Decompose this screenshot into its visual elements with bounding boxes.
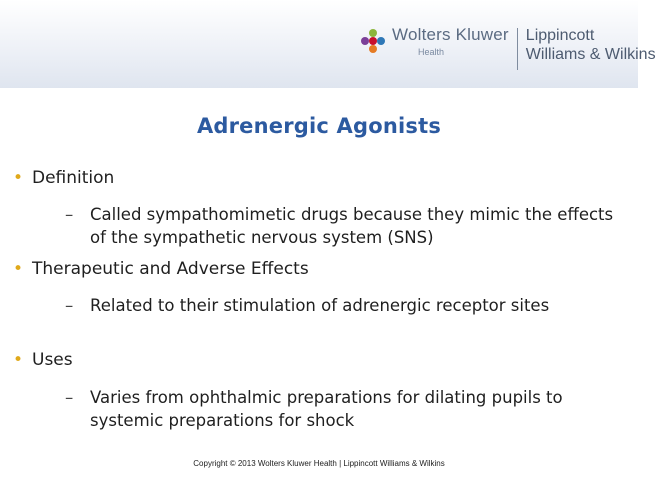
publisher-logo — [360, 24, 656, 70]
bullet-effects — [13, 258, 309, 280]
wolters-kluwer-logo-icon — [360, 28, 386, 54]
dash-icon: – — [65, 388, 74, 407]
bullet-label: Therapeutic and Adverse Effects — [32, 259, 309, 279]
sub-bullet-effects — [65, 294, 630, 317]
brand-sub: Health — [418, 47, 445, 57]
copyright-footer: Copyright © 2013 Wolters Kluwer Health | Lippincott Williams & Wilkins — [193, 459, 445, 468]
bullet-dot-icon: • — [13, 350, 24, 370]
sub-bullet-text: Varies from ophthalmic preparations for dilating pupils to systemic preparations for shock — [90, 388, 563, 430]
lww-wordmark — [526, 26, 656, 64]
sub-bullet-text: Called sympathomimetic drugs because they mimic the effects of the sympathetic nervous system (SNS) — [90, 205, 614, 247]
bullet-uses — [13, 349, 73, 371]
publisher-line-1: Lippincott — [525, 27, 595, 44]
bullet-dot-icon: • — [13, 259, 24, 279]
dash-icon: – — [65, 205, 74, 224]
wolters-kluwer-wordmark — [392, 24, 509, 58]
bullet-label: Definition — [32, 168, 115, 188]
dash-icon: – — [65, 296, 74, 315]
sub-bullet-definition — [65, 203, 630, 249]
sub-bullet-uses — [65, 386, 630, 432]
sub-bullet-text: Related to their stimulation of adrenergic receptor sites — [90, 296, 550, 315]
brand-name: Wolters Kluwer — [392, 25, 509, 44]
logo-divider — [517, 28, 518, 70]
publisher-line-2: Williams & Wilkins — [525, 46, 656, 63]
header-banner — [0, 0, 656, 88]
bullet-dot-icon: • — [13, 168, 24, 188]
slide-title: Adrenergic Agonists — [196, 114, 442, 138]
bullet-definition — [13, 167, 115, 189]
bullet-label: Uses — [32, 350, 73, 370]
